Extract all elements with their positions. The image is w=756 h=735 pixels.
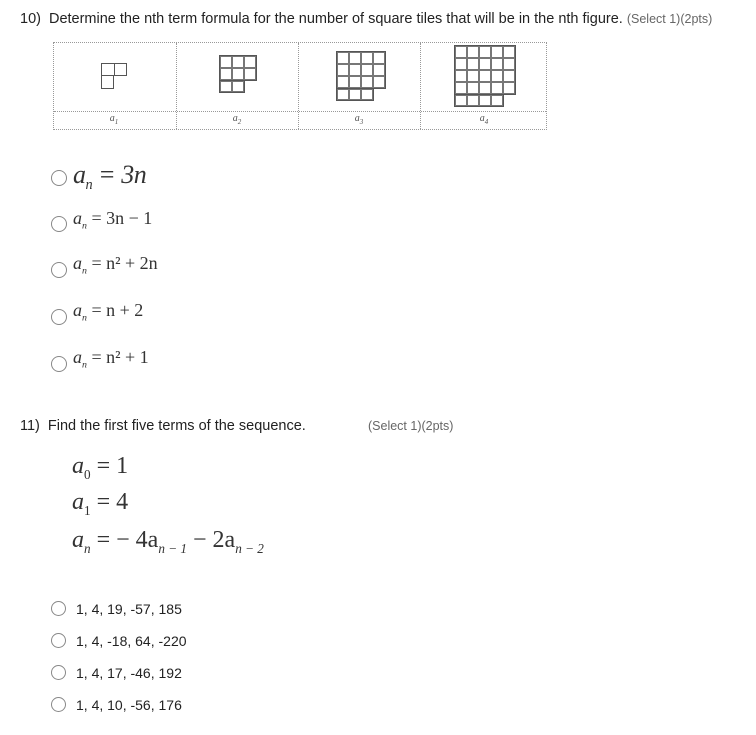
q11-option-2-radio[interactable] <box>51 633 66 648</box>
q11-option-3-radio[interactable] <box>51 665 66 680</box>
points-label: (Select 1)(2pts) <box>626 12 713 26</box>
q10-option-5-radio[interactable] <box>51 356 67 372</box>
q11-option-4-label[interactable]: 1, 4, 10, -56, 176 <box>76 697 182 713</box>
divider <box>298 43 299 129</box>
question-11-header <box>20 418 306 434</box>
figure-1-label: $a_1$ <box>109 113 119 126</box>
question-text: Determine the nth term formula for the number of square tiles that will be in the nth figure. <box>48 11 623 27</box>
figure-2-tiles <box>219 55 257 93</box>
tile-figure-table <box>53 42 547 130</box>
q10-option-4-formula[interactable]: $a_n = n + 2$ <box>73 300 144 324</box>
question-number: 10) <box>20 11 41 27</box>
figure-4-tiles <box>454 45 516 107</box>
figure-4-label: $a_4$ <box>479 113 489 126</box>
q11-option-1-radio[interactable] <box>51 601 66 616</box>
recurrence-line-3: $a_n$ = − $4a_{n - 1} - 2a_{n - 2}$ <box>72 527 264 556</box>
recurrence-line-1: $a_0 = 1$ <box>72 453 129 482</box>
figure-1-tiles <box>101 63 127 89</box>
divider <box>54 111 546 112</box>
question-10-header <box>20 11 712 27</box>
figure-2-label: $a_2$ <box>232 113 242 126</box>
question-text: Find the first five terms of the sequence. <box>47 418 306 434</box>
q10-option-4-radio[interactable] <box>51 309 67 325</box>
points-label: (Select 1)(2pts) <box>368 419 454 433</box>
q10-option-3-radio[interactable] <box>51 262 67 278</box>
q11-option-2-label[interactable]: 1, 4, -18, 64, -220 <box>76 633 187 649</box>
question-number: 11) <box>20 418 40 434</box>
q10-option-2-radio[interactable] <box>51 216 67 232</box>
q11-option-1-label[interactable]: 1, 4, 19, -57, 185 <box>76 601 182 617</box>
q11-option-4-radio[interactable] <box>51 697 66 712</box>
figure-3-label: $a_3$ <box>354 113 364 126</box>
q10-option-1-formula[interactable]: $a_n = 3n$ <box>73 160 147 194</box>
q11-option-3-label[interactable]: 1, 4, 17, -46, 192 <box>76 665 182 681</box>
q10-option-5-formula[interactable]: $a_n = n^2 + 1$ <box>73 347 149 371</box>
q10-option-2-formula[interactable]: $a_n = 3n - 1$ <box>73 208 153 232</box>
figure-3-tiles <box>336 51 386 101</box>
recurrence-line-2: $a_1 = 4$ <box>72 489 129 518</box>
q10-option-3-formula[interactable]: $a_n = n^2 + 2n$ <box>73 253 158 277</box>
divider <box>176 43 177 129</box>
divider <box>420 43 421 129</box>
q10-option-1-radio[interactable] <box>51 170 67 186</box>
